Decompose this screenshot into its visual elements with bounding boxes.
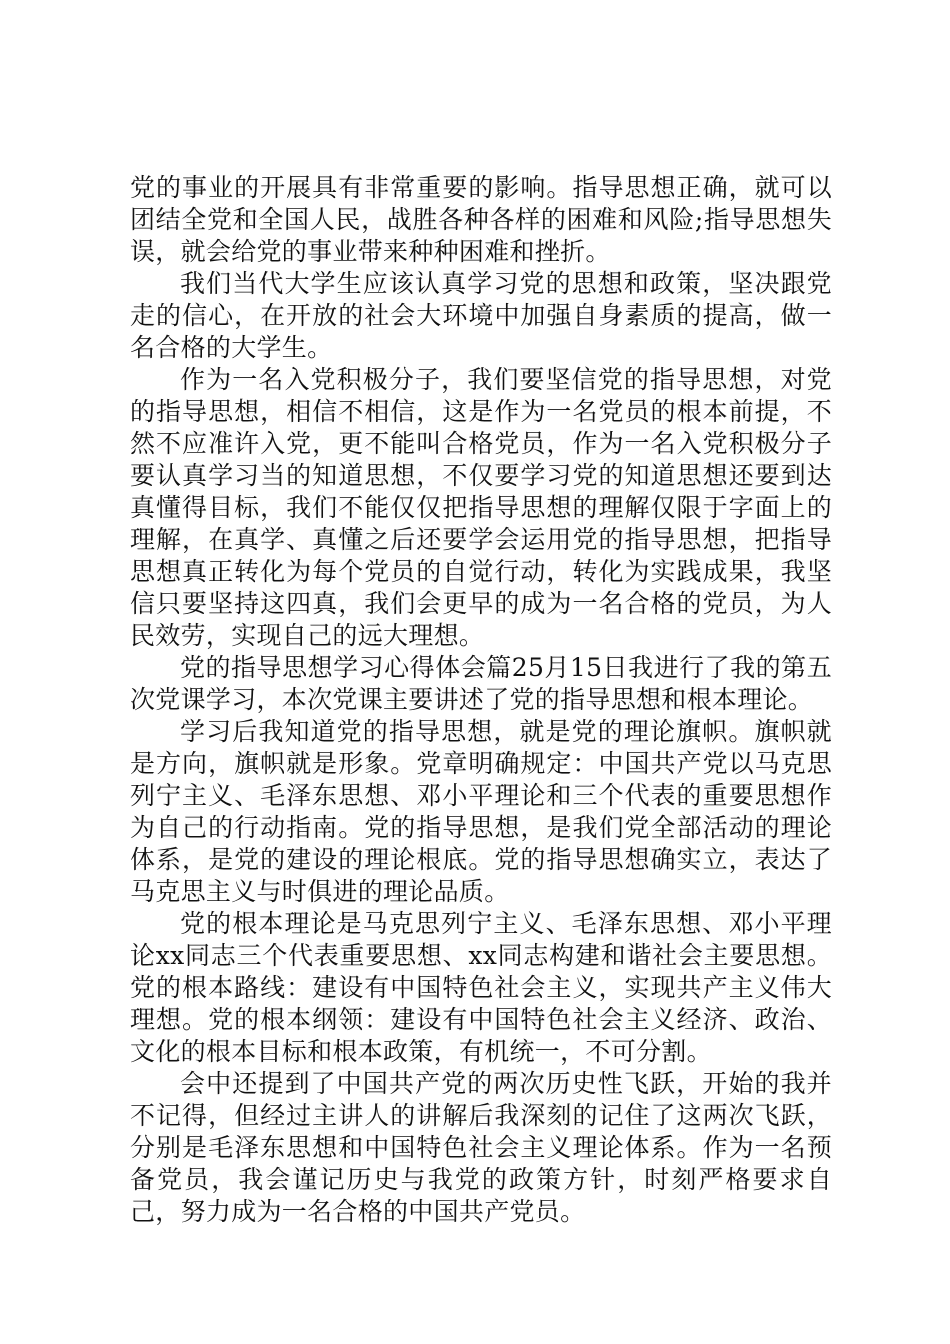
paragraph-2: 我们当代大学生应该认真学习党的思想和政策，坚决跟党走的信心，在开放的社会大环境中加强自身素质的提高，做一名合格的大学生。 (130, 269, 832, 362)
paragraph-7: 会中还提到了中国共产党的两次历史性飞跃，开始的我并不记得，但经过主讲人的讲解后我深刻的记住了这两次飞跃，分别是毛泽东思想和中国特色社会主义理论体系。作为一名预备党员，我会谨记历史与我党的政策方针，时刻严格要求自己，努力成为一名合格的中国共产党员。 (130, 1069, 832, 1226)
paragraph-4: 党的指导思想学习心得体会篇25月15日我进行了我的第五次党课学习，本次党课主要讲述了党的指导思想和根本理论。 (130, 653, 832, 714)
paragraph-3: 作为一名入党积极分子，我们要坚信党的指导思想，对党的指导思想，相信不相信，这是作为一名党员的根本前提，不然不应准许入党，更不能叫合格党员，作为一名入党积极分子要认真学习当的知道思想，不仅要学习党的知道思想还要到达真懂得目标，我们不能仅仅把指导思想的理解仅限于字面上的理解，在真学、真懂之后还要学会运用党的指导思想，把指导思想真正转化为每个党员的自觉行动，转化为实践成果，我坚信只要坚持这四真，我们会更早的成为一名合格的党员，为人民效劳，实现自己的远大理想。 (130, 365, 832, 650)
paragraph-1: 党的事业的开展具有非常重要的影响。指导思想正确，就可以团结全党和全国人民，战胜各种各样的困难和风险;指导思想失误，就会给党的事业带来种种困难和挫折。 (130, 173, 832, 266)
paragraph-5: 学习后我知道党的指导思想，就是党的理论旗帜。旗帜就是方向，旗帜就是形象。党章明确规定：中国共产党以马克思列宁主义、毛泽东思想、邓小平理论和三个代表的重要思想作为自己的行动指南。党的指导思想，是我们党全部活动的理论体系，是党的建设的理论根底。党的指导思想确实立，表达了马克思主义与时俱进的理论品质。 (130, 717, 832, 906)
paragraph-6: 党的根本理论是马克思列宁主义、毛泽东思想、邓小平理论xx同志三个代表重要思想、xx同志构建和谐社会主要思想。党的根本路线：建设有中国特色社会主义，实现共产主义伟大理想。党的根本纲领：建设有中国特色社会主义经济、政治、文化的根本目标和根本政策，有机统一，不可分割。 (130, 909, 832, 1066)
document-body (130, 172, 832, 1228)
